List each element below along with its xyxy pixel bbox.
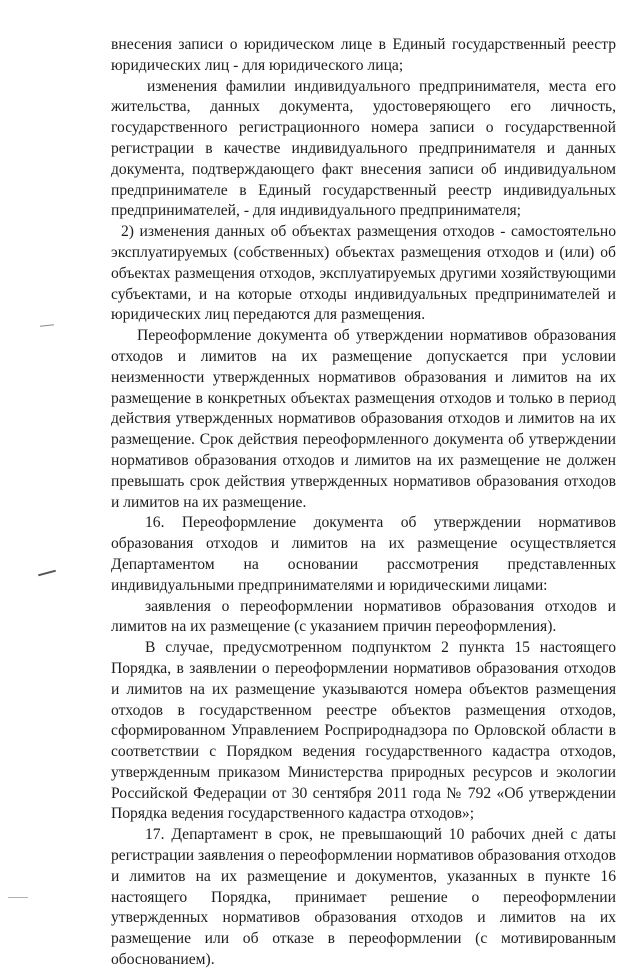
scan-mark <box>40 324 54 326</box>
paragraph: изменения фамилии индивидуального предпринимателя, места его жительства, данных документа, удостоверяющего его личность, государственного регистрационного номера записи о государственной регистрации в качестве индивидуального предпринимателя и данных документа, подтверждающего факт внесения записи об индивидуальном предпринимателе в Единый государственный реестр индивидуальных предпринимателей, - для индивидуального предпринимателя; <box>111 77 616 220</box>
paragraph: В случае, предусмотренном подпунктом 2 пункта 15 настоящего Порядка, в заявлении о переоформлении нормативов образования отходов и лимитов на их размещение указываются номера объектов размещения отходов в государственном реестре объектов размещения отходов, сформированном Управлением Росприроднадзора по Орловской области в соответствии с Порядком ведения государственного кадастра отходов, утвержденным приказом Министерства природных ресурсов и экологии Российской Федерации от 30 сентября 2011 года № 792 «Об утверждении Порядка ведения государственного кадастра отходов»; <box>111 639 616 823</box>
scan-mark <box>38 570 56 577</box>
scan-mark <box>8 897 28 898</box>
document-body <box>111 35 616 971</box>
paragraph: Переоформление документа об утверждении нормативов образования отходов и лимитов на их размещение допускается при условии неизменности утвержденных нормативов образования и лимитов на их размещение в конкретных объектах размещения отходов и только в период действия утвержденных нормативов образования отходов и лимитов на их размещение. Срок действия переоформленного документа об утверждении нормативов образования отходов и лимитов на их размещение не должен превышать срок действия утвержденных нормативов образования отходов и лимитов на их размещение. <box>111 327 616 511</box>
paragraph: 2) изменения данных об объектах размещения отходов - самостоятельно эксплуатируемых (собственных) объектах размещения отходов и (или) об объектах размещения отходов, эксплуатируемых другими хозяйствующими субъектами, и на которые отходы индивидуальных предпринимателей и юридических лиц передаются для размещения. <box>111 223 616 324</box>
paragraph: заявления о переоформлении нормативов образования отходов и лимитов на их размещение (с указанием причин переоформления). <box>111 597 616 636</box>
paragraph: 16. Переоформление документа об утверждении нормативов образования отходов и лимитов на их размещение осуществляется Департаментом на основании рассмотрения представленных индивидуальными предпринимателями и юридическими лицами: <box>111 514 616 594</box>
paragraph: 17. Департамент в срок, не превышающий 10 рабочих дней с даты регистрации заявления о переоформлении нормативов образования отходов и лимитов на их размещение и документов, указанных в пункте 16 настоящего Порядка, принимает решение о переоформлении утвержденных нормативов образования отходов и лимитов на их размещение или об отказе в переоформлении (с мотивированным обоснованием). <box>111 826 617 969</box>
paragraph: внесения записи о юридическом лице в Единый государственный реестр юридических лиц - для юридического лица; <box>111 36 616 74</box>
